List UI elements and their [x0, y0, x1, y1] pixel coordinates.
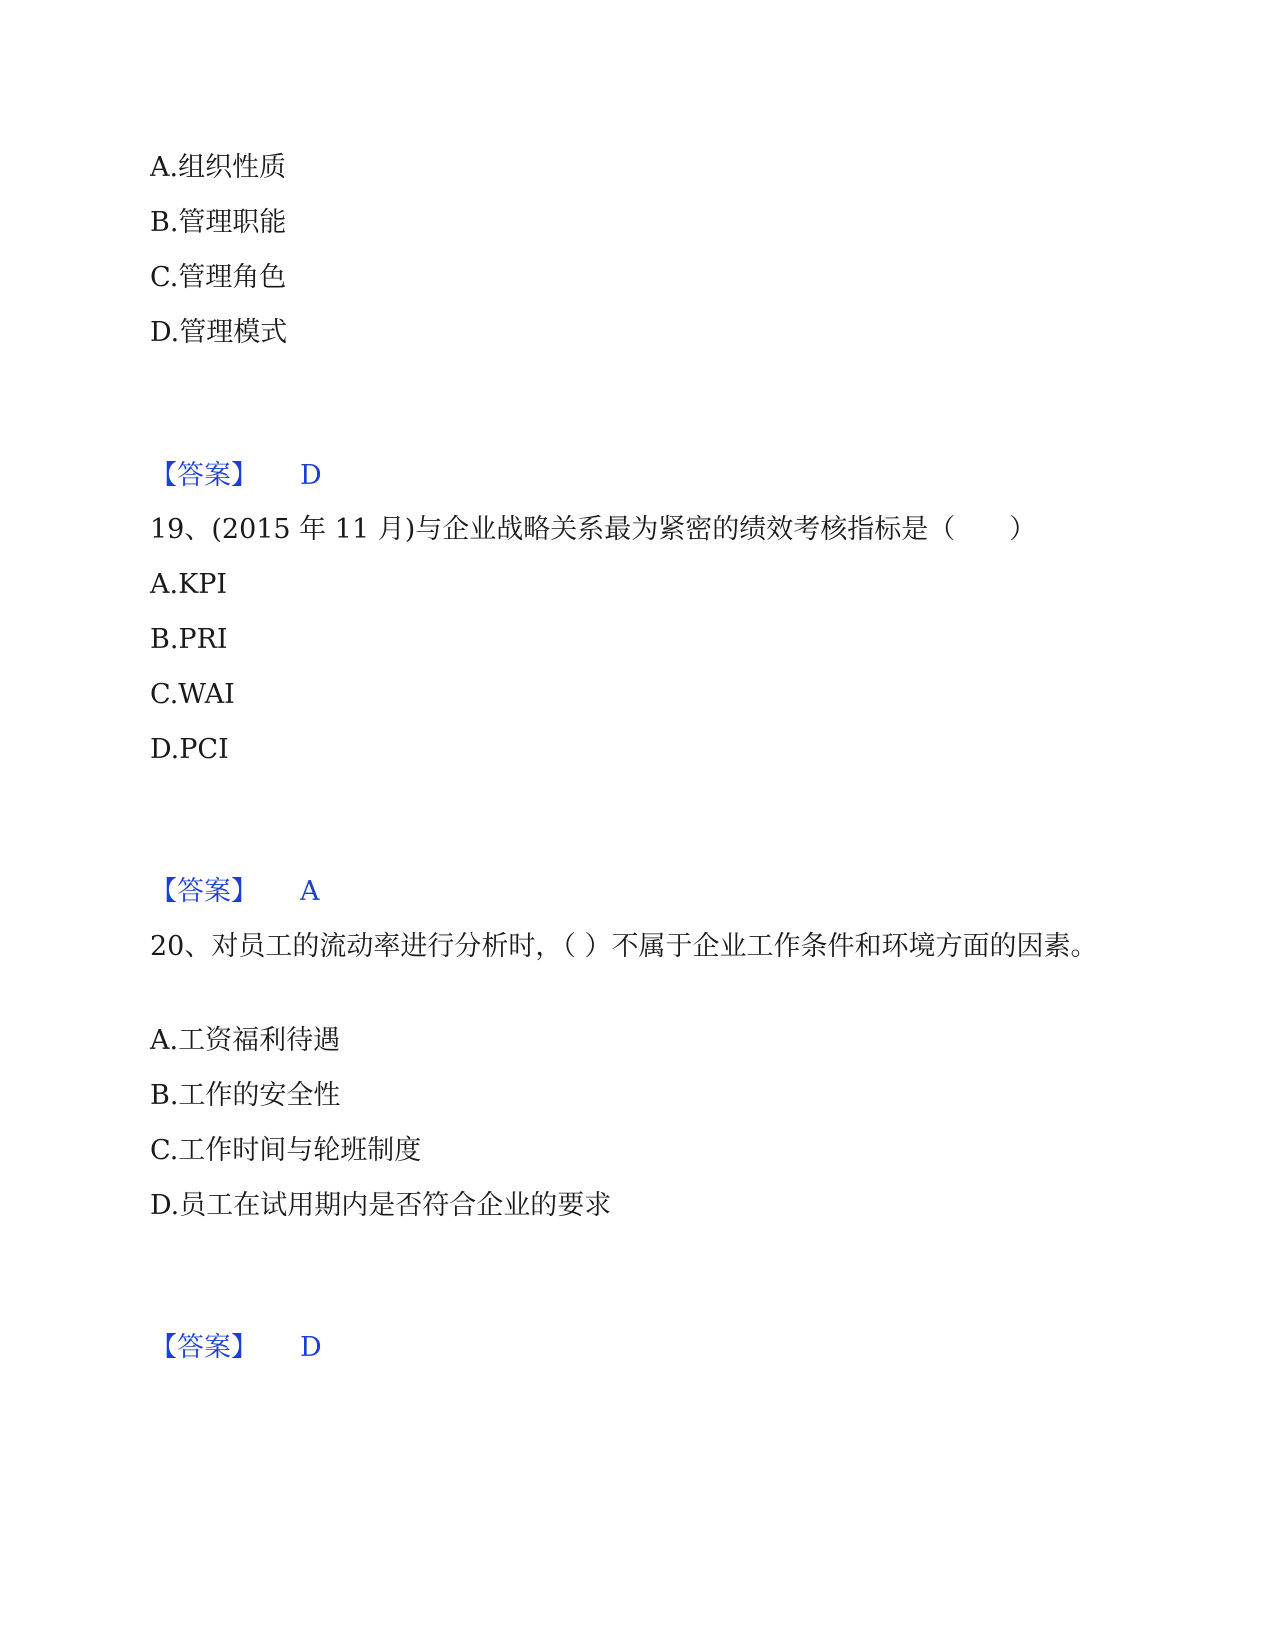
- q20-option-c: C.工作时间与轮班制度: [150, 1135, 422, 1166]
- q19-option-a: A.KPI: [150, 569, 228, 600]
- q18-option-d: D.管理模式: [150, 317, 288, 348]
- q18-answer: [150, 456, 322, 496]
- q19-answer-label: 【答案】: [150, 876, 258, 907]
- q19-option-b: B.PRI: [150, 624, 228, 655]
- q20-answer-value: D: [300, 1332, 322, 1363]
- q18-option-a: A.组织性质: [150, 152, 287, 183]
- q20-answer: [150, 1328, 322, 1368]
- q19-answer: [150, 872, 320, 912]
- q18-option-c: C.管理角色: [150, 262, 287, 293]
- q18-option-b: B.管理职能: [150, 207, 287, 238]
- q20-option-b: B.工作的安全性: [150, 1080, 341, 1111]
- q20-answer-label: 【答案】: [150, 1332, 258, 1363]
- q20-option-d: D.员工在试用期内是否符合企业的要求: [150, 1190, 612, 1221]
- q20-question: 20、对员工的流动率进行分析时，（ ）不属于企业工作条件和环境方面的因素。: [150, 931, 1098, 962]
- q18-answer-value: D: [300, 460, 322, 491]
- q18-answer-label: 【答案】: [150, 460, 258, 491]
- q19-option-c: C.WAI: [150, 679, 235, 710]
- q19-option-d: D.PCI: [150, 734, 229, 765]
- q19-question: 19、(2015 年 11 月)与企业战略关系最为紧密的绩效考核指标是（ ）: [150, 514, 1037, 545]
- q19-answer-value: A: [300, 876, 320, 907]
- q20-option-a: A.工资福利待遇: [150, 1025, 341, 1056]
